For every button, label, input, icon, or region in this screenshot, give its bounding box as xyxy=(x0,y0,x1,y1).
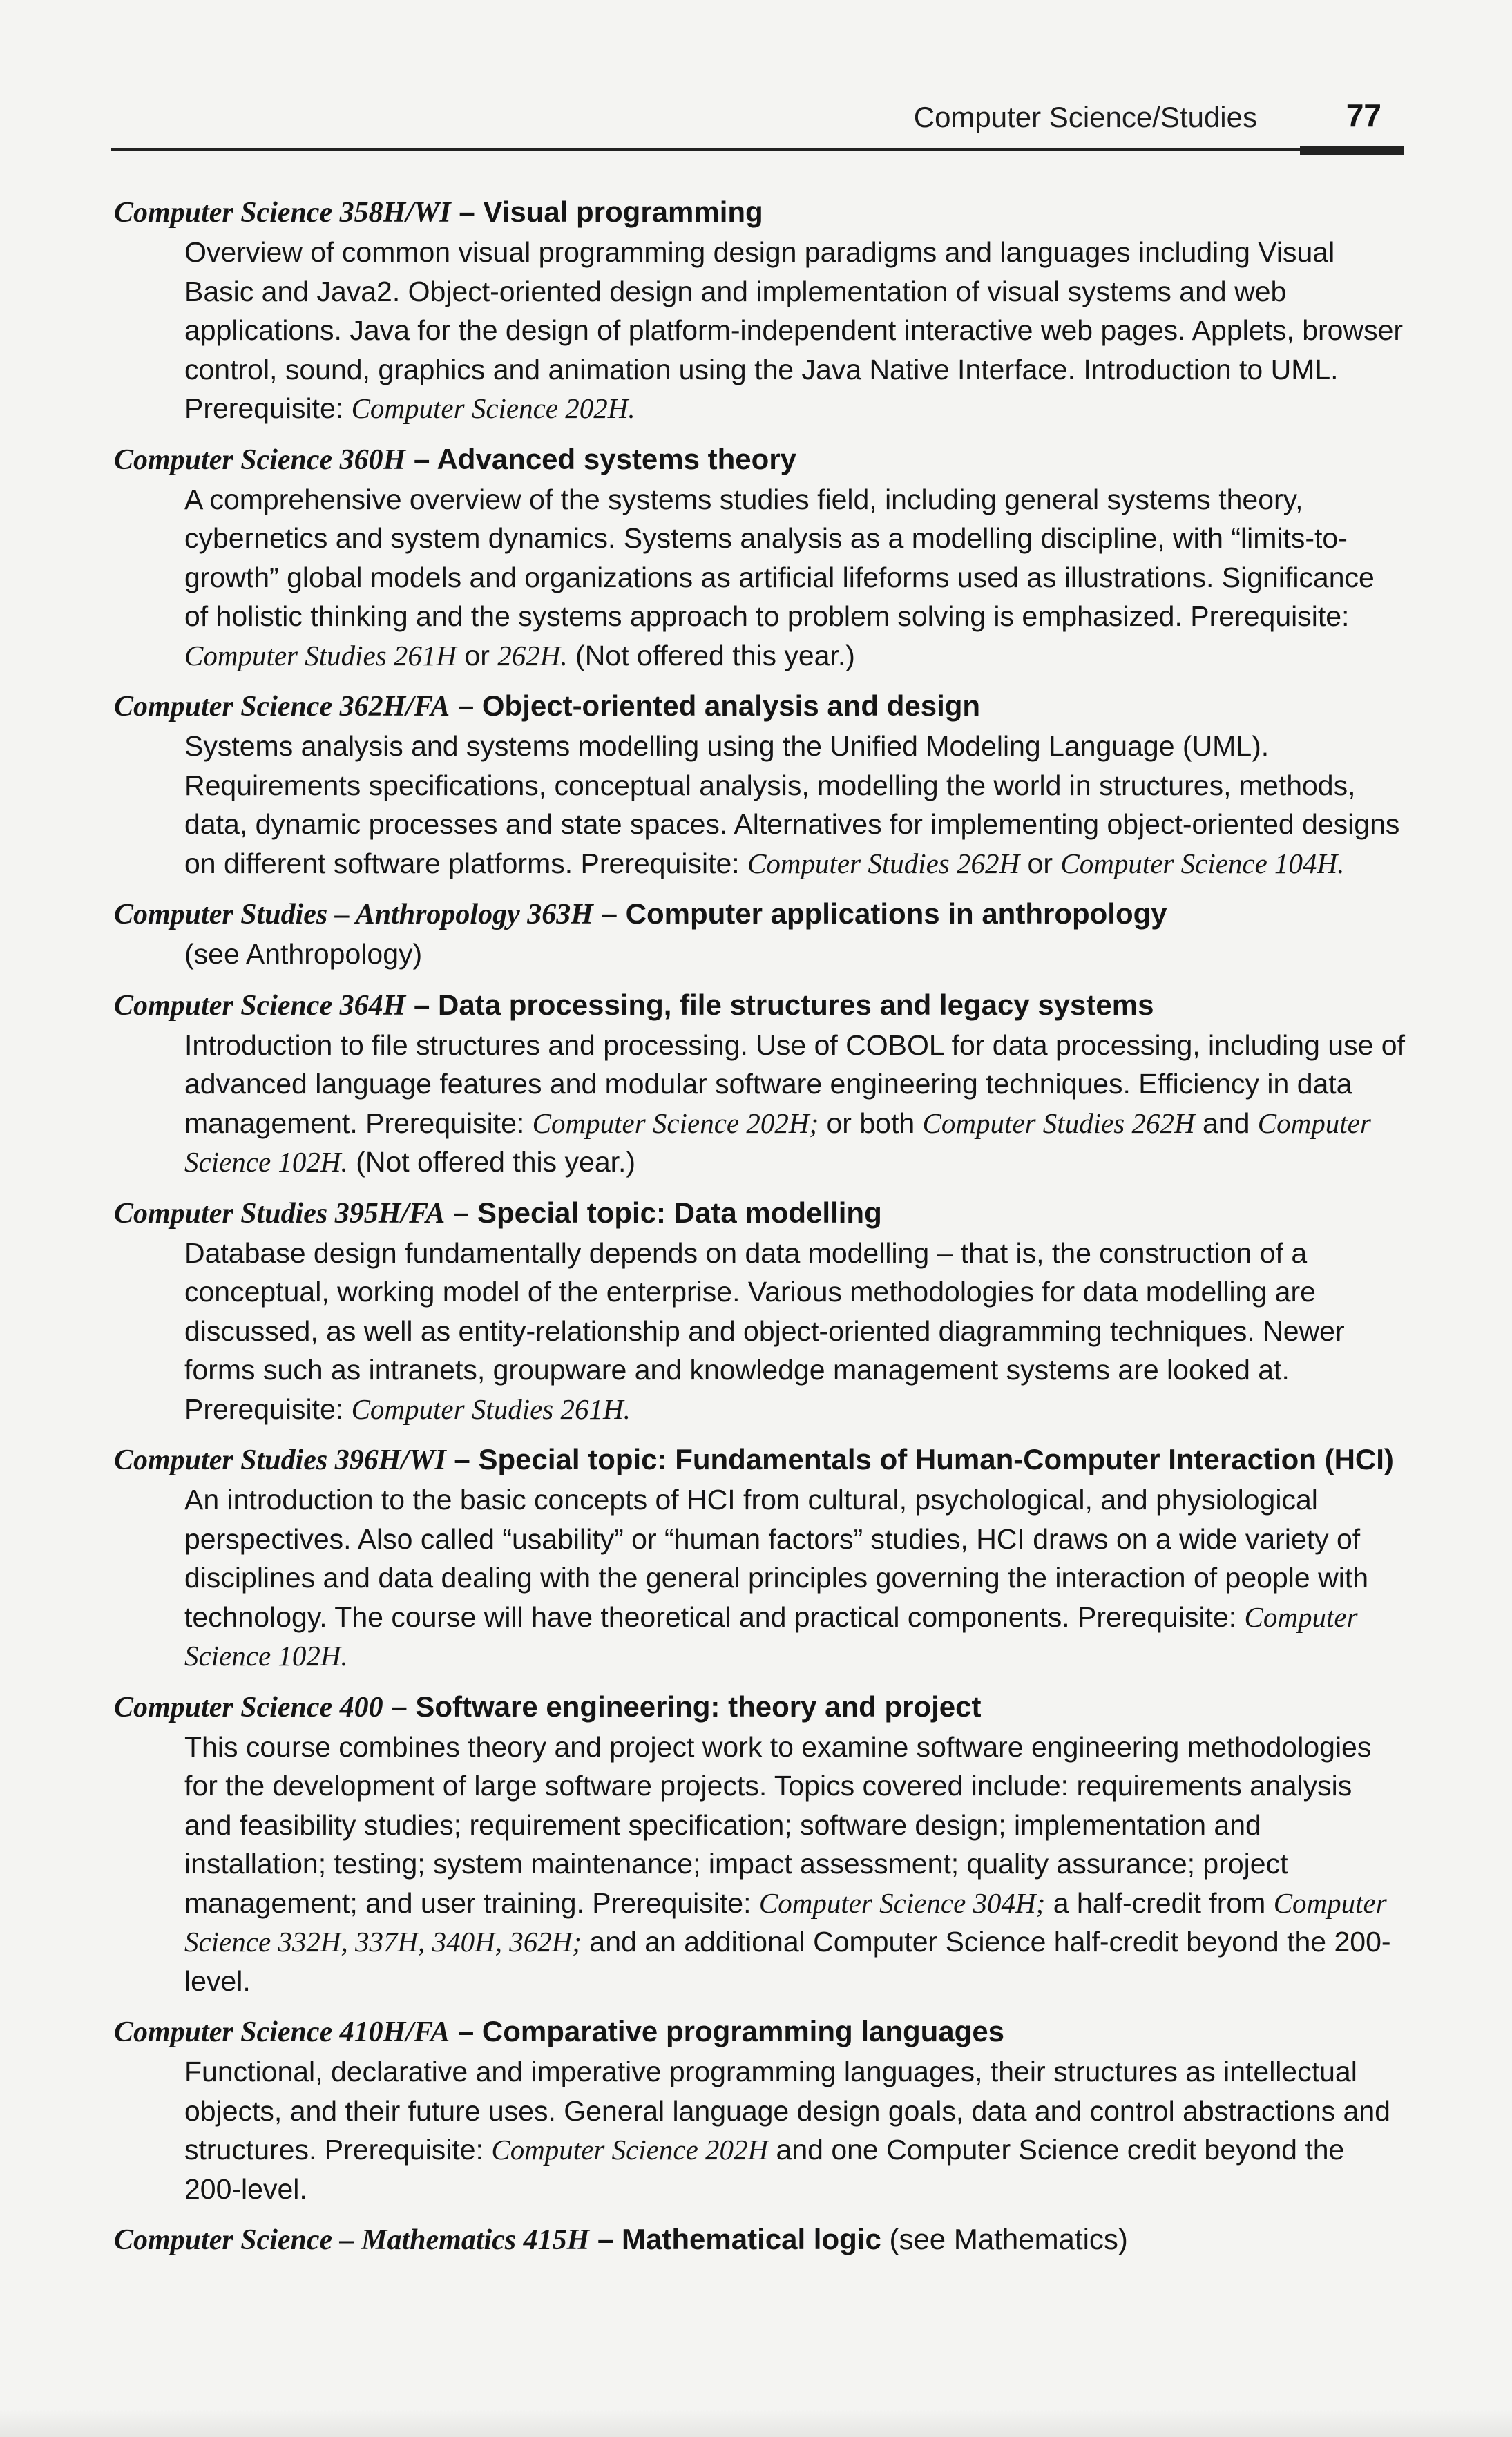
page-number: 77 xyxy=(1346,97,1381,133)
page-header xyxy=(111,97,1409,145)
course-reference: Computer Science 202H. xyxy=(351,392,635,424)
course-code: Computer Science 360H xyxy=(114,443,406,476)
course-reference: Computer Science 332H, 337H, 340H, 362H; xyxy=(184,1886,1387,1958)
course-description xyxy=(184,1728,1406,2001)
course-title: Mathematical logic xyxy=(622,2223,881,2255)
course-heading xyxy=(114,1440,1406,1480)
course-heading xyxy=(114,2011,1406,2052)
description-text: (Not offered this year.) xyxy=(347,1146,636,1178)
header-rule-accent xyxy=(1300,146,1404,155)
course-description xyxy=(184,1480,1406,1676)
course-reference: Computer Science 202H; xyxy=(532,1107,819,1139)
course-code: Computer Science 358H/WI xyxy=(114,197,451,229)
running-title: Computer Science/Studies xyxy=(913,101,1257,133)
course-reference: Computer Science 102H. xyxy=(184,1600,1358,1672)
course-code: Computer Science 362H/FA xyxy=(114,691,450,723)
course-reference: Computer Studies 261H xyxy=(184,639,457,671)
description-text: (see Anthropology) xyxy=(184,938,423,970)
course-title: Computer applications in anthropology xyxy=(625,897,1167,930)
description-text: (Not offered this year.) xyxy=(567,639,855,671)
course-description xyxy=(184,2052,1406,2208)
course-title: Object-oriented analysis and design xyxy=(481,689,981,722)
course-code: Computer Studies 395H/FA xyxy=(114,1197,446,1230)
course-reference: Computer Studies 261H. xyxy=(351,1393,631,1425)
description-text: and one Computer Science credit beyond the 200-level. xyxy=(184,2134,1345,2205)
course-title: Special topic: Data modelling xyxy=(477,1196,882,1229)
description-text: and an additional Computer Science half-credit beyond the 200-level. xyxy=(184,1926,1391,1997)
course-heading xyxy=(114,894,1406,935)
course-description xyxy=(184,1026,1406,1182)
course-entry xyxy=(114,192,1406,428)
heading-separator: – xyxy=(589,2223,622,2255)
course-entry xyxy=(114,439,1406,676)
course-description xyxy=(184,935,1406,974)
course-reference: 262H. xyxy=(497,639,568,671)
course-reference: Computer Studies 262H xyxy=(747,847,1020,879)
description-text: and xyxy=(1194,1107,1258,1139)
course-listing xyxy=(114,192,1406,2271)
description-text: An introduction to the basic concepts of HCI from cultural, psychological, and physiological perspectives. Also called “usability” or “human factors” studies, HCI draws on a wide variety of disciplines and data dealing with the general principles governing the interaction of people with technology. The course will have theoretical and practical components. Prerequisite: xyxy=(184,1484,1368,1633)
course-description xyxy=(184,1234,1406,1429)
course-entry xyxy=(114,894,1406,974)
course-title: Comparative programming languages xyxy=(481,2015,1005,2047)
course-code: Computer Science 400 xyxy=(114,1691,383,1723)
course-code: Computer Science 364H xyxy=(114,989,406,1022)
course-title: Advanced systems theory xyxy=(437,442,797,475)
description-text: or xyxy=(1020,847,1061,879)
course-description xyxy=(184,233,1406,428)
description-text: Functional, declarative and imperative programming languages, their structures as intellectual objects, and their future uses. General language design goals, data and control abstractions and structures. Prerequisite: xyxy=(184,2056,1390,2166)
course-heading xyxy=(114,985,1406,1026)
heading-separator: – xyxy=(593,897,626,930)
description-text: Overview of common visual programming design paradigms and languages including Visual Basic and Java2. Object-oriented design and implementation of visual systems and web applications. Java for the design of platform-independent interactive web pages. Applets, browser control, sound, graphics and animation using the Java Native Interface. Introduction to UML. Prerequisite: xyxy=(184,236,1404,424)
course-reference: Computer Science 202H xyxy=(491,2134,769,2166)
course-entry xyxy=(114,2219,1406,2260)
heading-separator: – xyxy=(445,1196,477,1229)
course-code: Computer Science – Mathematics 415H xyxy=(114,2224,590,2256)
course-code: Computer Studies 396H/WI xyxy=(114,1444,446,1476)
description-text: Introduction to file structures and processing. Use of COBOL for data processing, including use of advanced language features and modular software engineering techniques. Efficiency in data management. Prerequisite: xyxy=(184,1029,1405,1139)
course-description xyxy=(184,727,1406,883)
course-code: Computer Science 410H/FA xyxy=(114,2016,450,2048)
course-heading xyxy=(114,2219,1406,2260)
description-text: Database design fundamentally depends on data modelling – that is, the construction of a conceptual, working model of the enterprise. Various methodologies for data modelling are discussed, as well as entity-relationship and object-oriented diagramming techniques. Newer forms such as intranets, groupware and knowledge management systems are looked at. Prerequisite: xyxy=(184,1236,1345,1425)
scan-edge xyxy=(0,2409,1512,2437)
heading-separator: – xyxy=(446,1443,479,1475)
cross-reference: (see Mathematics) xyxy=(881,2223,1128,2255)
heading-separator: – xyxy=(450,689,482,722)
course-title: Data processing, file structures and legacy systems xyxy=(438,988,1154,1021)
heading-separator: – xyxy=(450,195,484,228)
course-code: Computer Studies – Anthropology 363H xyxy=(114,899,593,930)
course-heading xyxy=(114,686,1406,727)
course-reference: Computer Science 102H. xyxy=(184,1107,1371,1178)
course-entry xyxy=(114,2011,1406,2208)
heading-separator: – xyxy=(405,442,437,475)
description-text: A comprehensive overview of the systems studies field, including general systems theory, cybernetics and system dynamics. Systems analysis as a modelling discipline, with “limits-to-growth” global models and organizations as artificial lifeforms used as illustrations. Significance of holistic thinking and the systems approach to problem solving is emphasized. Prerequisite: xyxy=(184,483,1375,632)
description-text: This course combines theory and project work to examine software engineering methodologies for the development of large software projects. Topics covered include: requirements analysis and feasibility studies; requirement specification; software design; implementation and installation; testing; system maintenance; impact assessment; quality assurance; project management; and user training. Prerequisite: xyxy=(184,1730,1372,1919)
header-rule xyxy=(111,148,1404,151)
course-title: Special topic: Fundamentals of Human-Computer Interaction (HCI) xyxy=(478,1443,1394,1475)
description-text: or xyxy=(457,639,498,671)
course-entry xyxy=(114,1440,1406,1676)
course-reference: Computer Science 104H. xyxy=(1060,847,1345,879)
course-heading xyxy=(114,1193,1406,1234)
description-text: Systems analysis and systems modelling using the Unified Modeling Language (UML). Requirements specifications, conceptual analysis, modelling the world in structures, methods, data, dynamic processes and state spaces. Alternatives for implementing object-oriented designs on different software platforms. Prerequisite: xyxy=(184,730,1400,879)
description-text: a half-credit from xyxy=(1045,1886,1274,1919)
course-reference: Computer Studies 262H xyxy=(922,1107,1195,1139)
course-heading xyxy=(114,1687,1406,1728)
heading-separator: – xyxy=(405,988,439,1021)
description-text: or both xyxy=(819,1107,923,1139)
heading-separator: – xyxy=(383,1690,416,1723)
course-entry xyxy=(114,1193,1406,1429)
course-entry xyxy=(114,1687,1406,2001)
course-entry xyxy=(114,985,1406,1182)
course-title: Software engineering: theory and project xyxy=(415,1690,982,1723)
course-heading xyxy=(114,439,1406,480)
course-heading xyxy=(114,192,1406,233)
course-reference: Computer Science 304H; xyxy=(758,1886,1046,1919)
course-description xyxy=(184,480,1406,676)
heading-separator: – xyxy=(450,2015,482,2047)
course-entry xyxy=(114,686,1406,883)
course-title: Visual programming xyxy=(483,195,763,228)
